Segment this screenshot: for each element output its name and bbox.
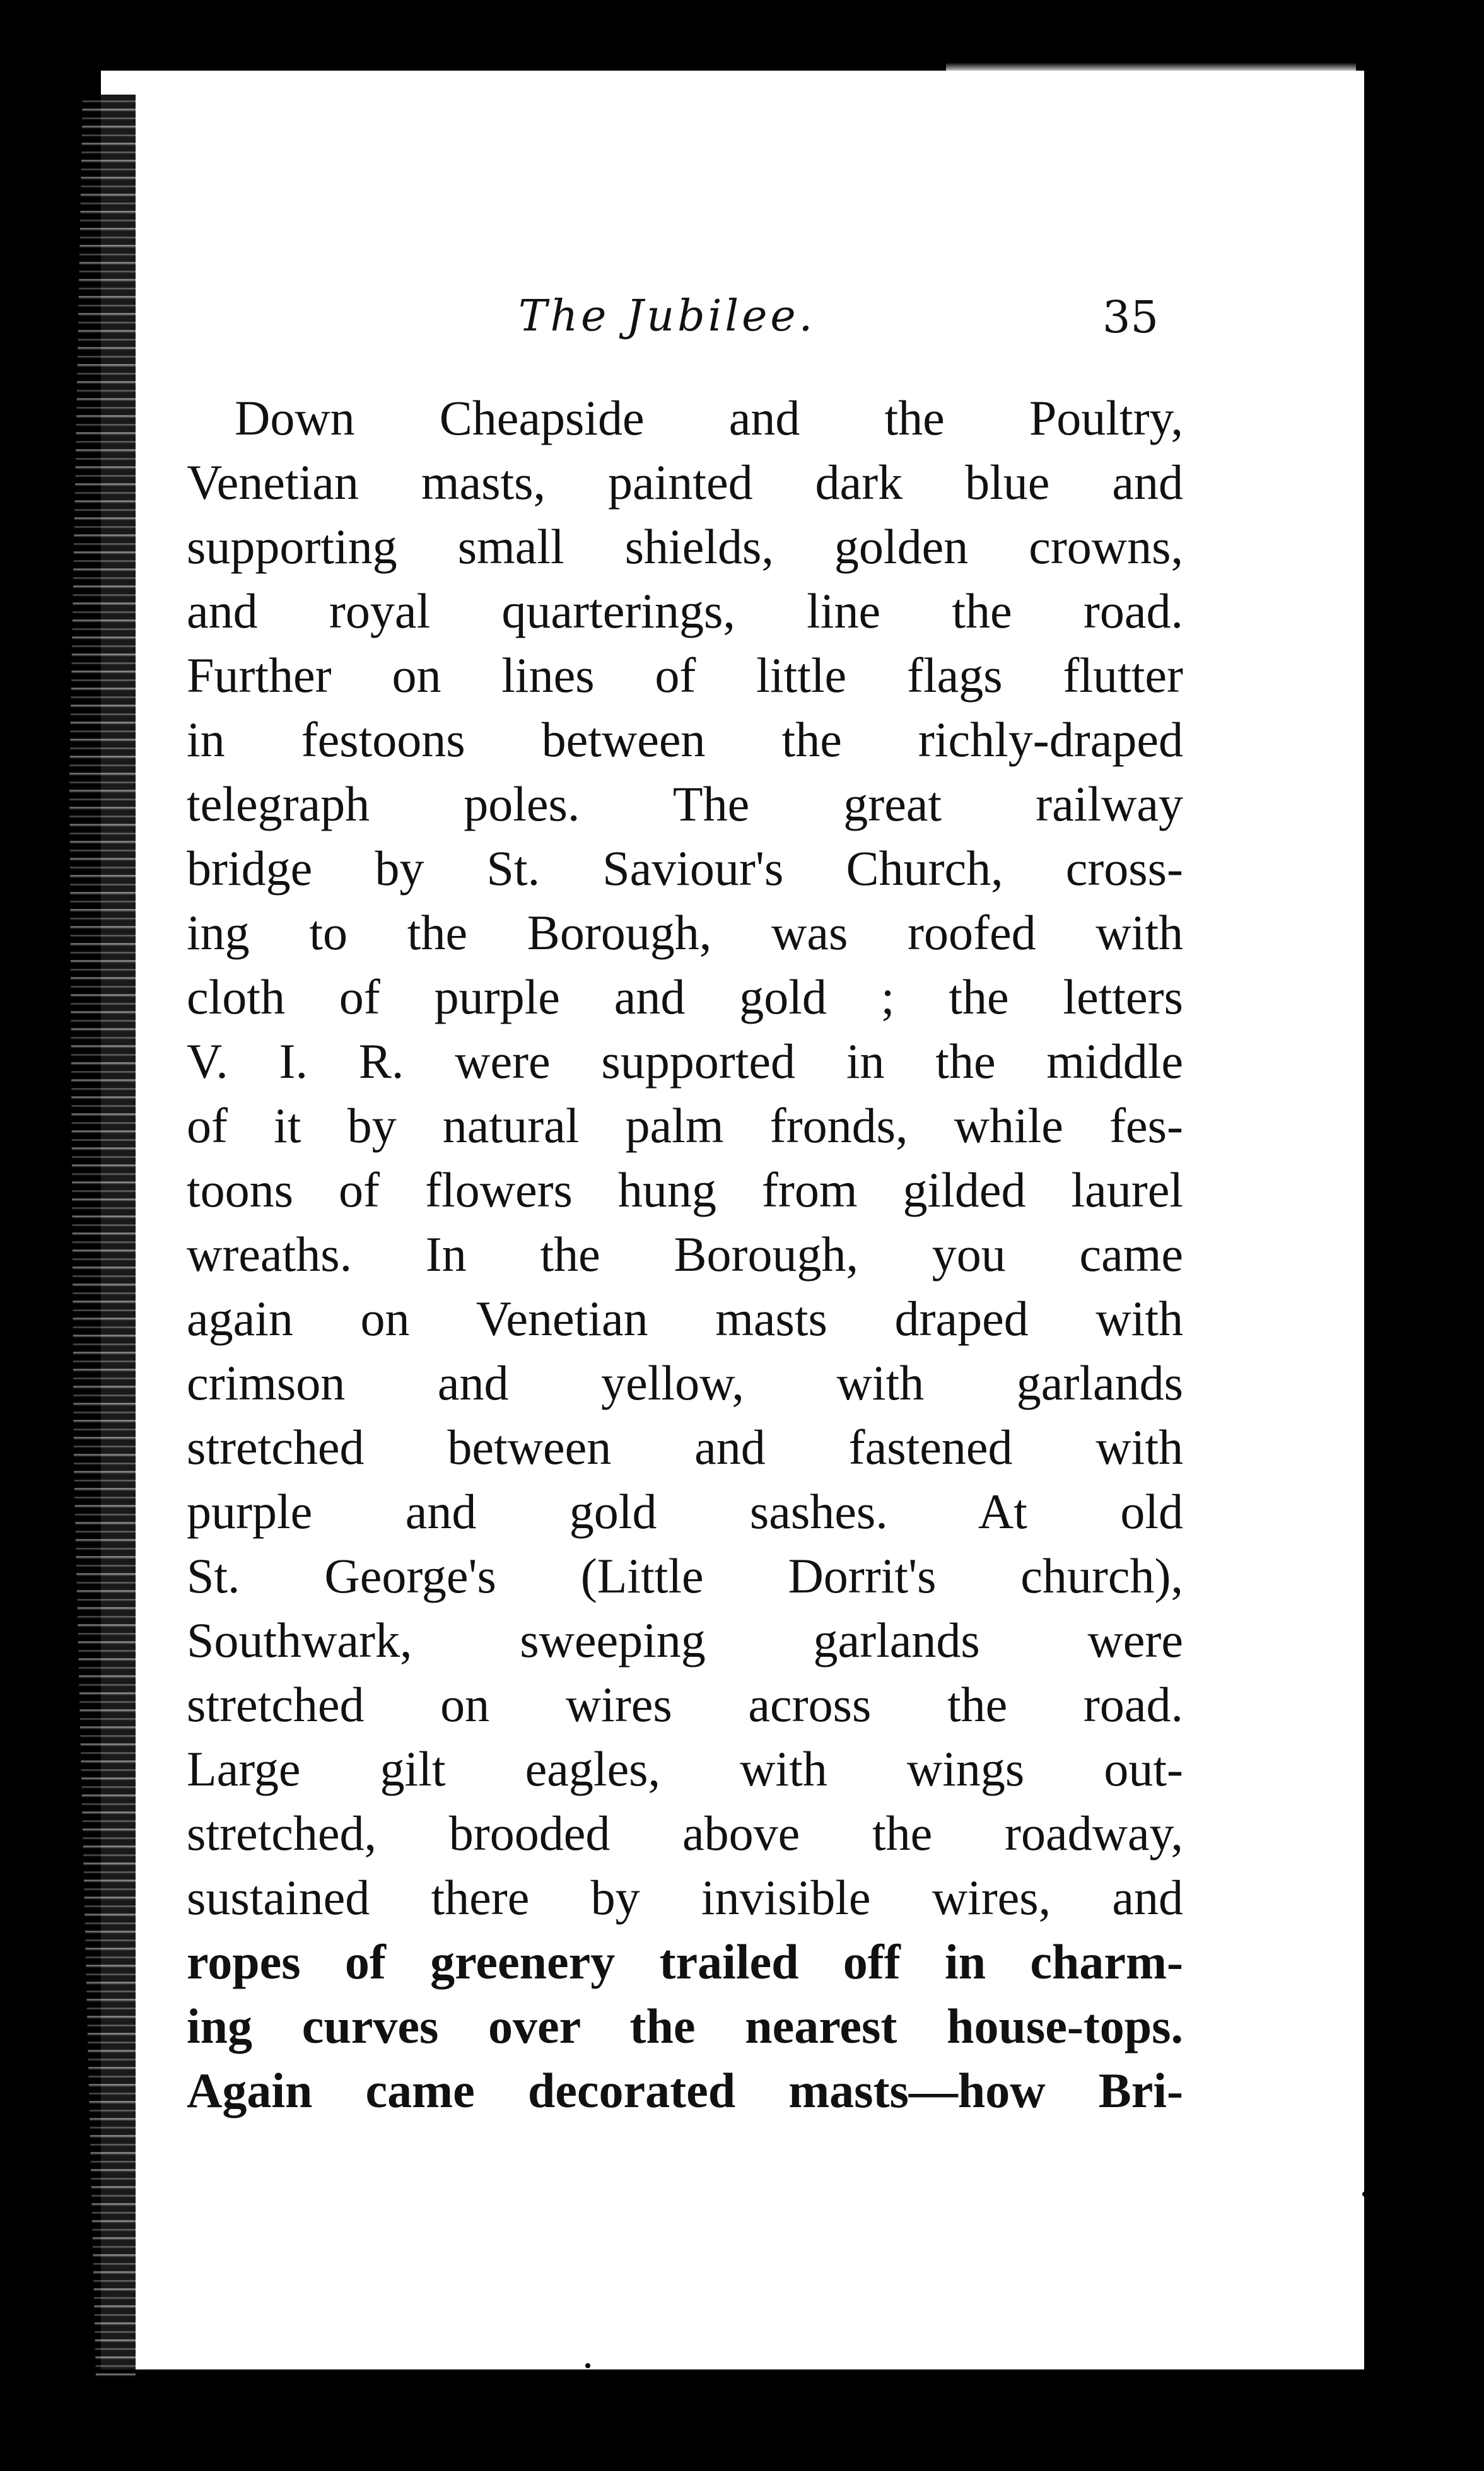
scan-speck bbox=[585, 2363, 590, 2368]
text-line: ropes of greenery trailed off in charm- bbox=[187, 1934, 1183, 1989]
text-line: crimson and yellow, with garlands bbox=[187, 1355, 1183, 1410]
text-line: of it by natural palm fronds, while fes- bbox=[187, 1098, 1183, 1153]
text-line: and royal quarterings, line the road. bbox=[187, 583, 1183, 638]
text-line: ing curves over the nearest house-tops. bbox=[187, 1999, 1183, 2053]
text-line: wreaths. In the Borough, you came bbox=[187, 1227, 1183, 1282]
text-line: Down Cheapside and the Poultry, bbox=[235, 390, 1183, 445]
text-line: toons of flowers hung from gilded laurel bbox=[187, 1162, 1183, 1217]
text-line: Venetian masts, painted dark blue and bbox=[187, 455, 1183, 510]
text-line: Large gilt eagles, with wings out- bbox=[187, 1741, 1183, 1796]
text-line: Southwark, sweeping garlands were bbox=[187, 1613, 1183, 1668]
text-line: V. I. R. were supported in the middle bbox=[187, 1034, 1183, 1089]
text-line: bridge by St. Saviour's Church, cross- bbox=[187, 841, 1183, 896]
text-line: Further on lines of little flags flutter bbox=[187, 648, 1183, 703]
text-line: stretched on wires across the road. bbox=[187, 1677, 1183, 1732]
text-line: ing to the Borough, was roofed with bbox=[187, 905, 1183, 960]
scan-speck bbox=[54, 1167, 60, 1173]
text-line: in festoons between the richly-draped bbox=[187, 712, 1183, 767]
text-line: cloth of purple and gold ; the letters bbox=[187, 969, 1183, 1024]
text-line: stretched, brooded above the roadway, bbox=[187, 1806, 1183, 1861]
text-line: Again came decorated masts—how Bri- bbox=[187, 2063, 1183, 2118]
text-line: sustained there by invisible wires, and bbox=[187, 1870, 1183, 1925]
running-title: The Jubilee. bbox=[518, 291, 816, 341]
text-line: telegraph poles. The great railway bbox=[187, 776, 1183, 831]
text-line: purple and gold sashes. At old bbox=[187, 1484, 1183, 1539]
scan-speck bbox=[1362, 2192, 1367, 2197]
scan-speck bbox=[47, 662, 54, 669]
text-line: stretched between and fastened with bbox=[187, 1420, 1183, 1475]
text-line: St. George's (Little Dorrit's church), bbox=[187, 1548, 1183, 1603]
text-line: supporting small shields, golden crowns, bbox=[187, 519, 1183, 574]
text-line: again on Venetian masts draped with bbox=[187, 1291, 1183, 1346]
body-paragraph bbox=[187, 386, 1183, 2123]
binding-gutter bbox=[47, 95, 136, 2378]
scan-speck bbox=[1372, 764, 1377, 769]
